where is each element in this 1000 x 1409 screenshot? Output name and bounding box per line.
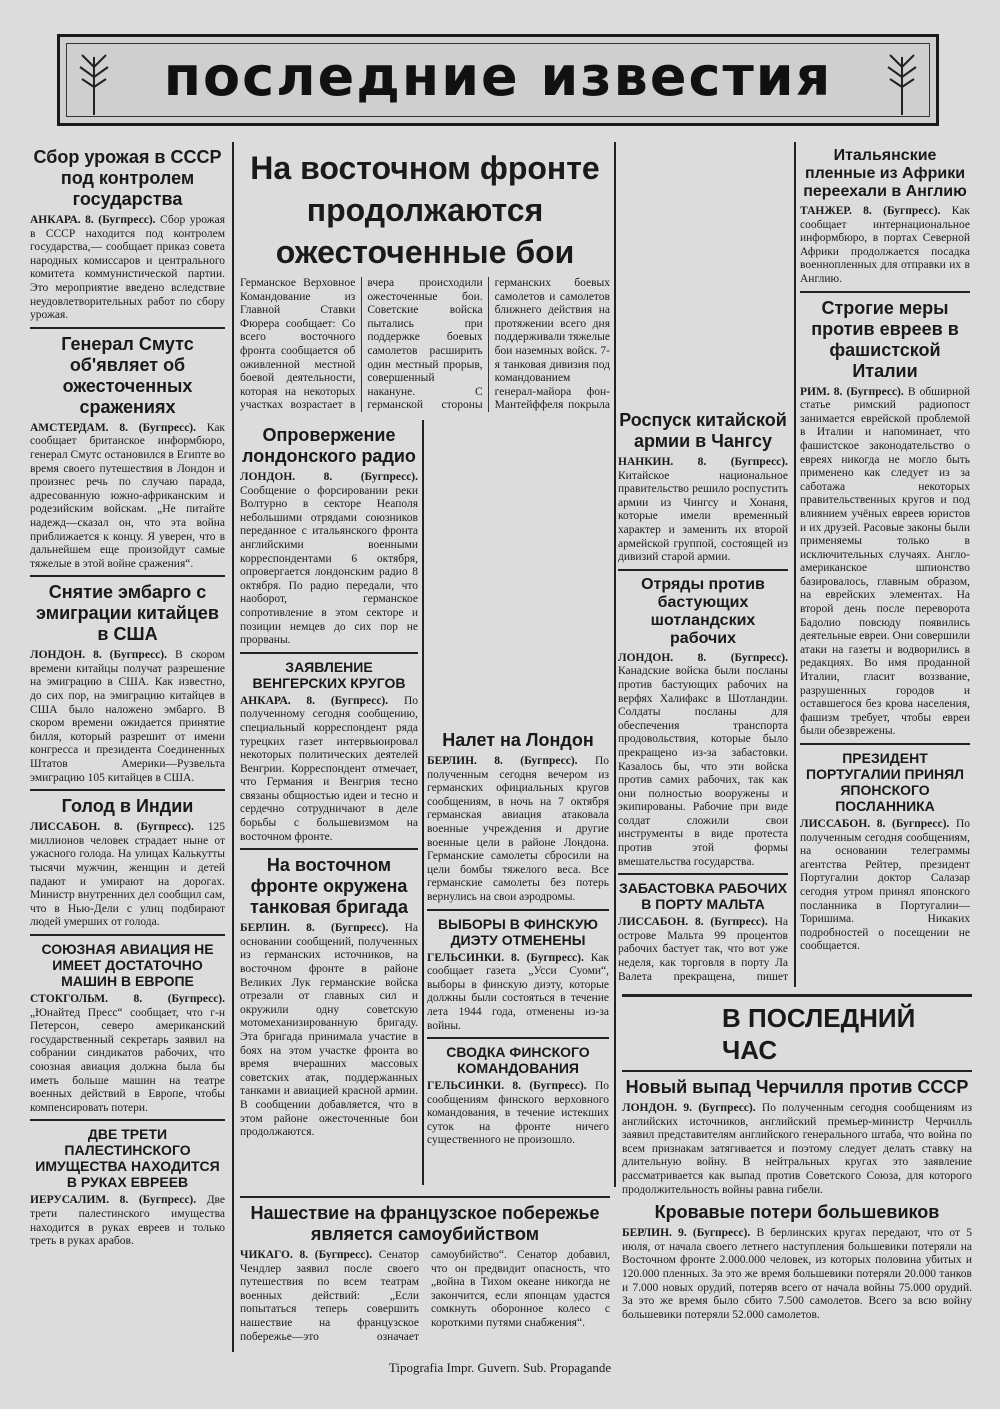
article-body: БЕРЛИН. 9. (Бугпресс). В берлинских кругах передают, что от 5 июля, от начала своего летнего наступления большевики потеряли на Восточном фронте 2.000.000 человек, из которых половина убитых и 120.000 пленных. За это же время большевики потеряли 20.000 танков и 7.000 новых орудий, потеряв всего от начала войны 75.000 орудий. За это же время было сбито 7.500 самолетов. Всего за всю войну большевики потеряли 52.000 самолетов. xyxy=(622,1227,972,1321)
last-hour-title: В ПОСЛЕДНИЙ ЧАС xyxy=(722,1003,916,1065)
headline: Опровержение лондонского радио xyxy=(242,425,416,466)
column-rule xyxy=(422,420,424,1185)
dateline: ИЕРУСАЛИМ. 8. (Бугпресс). xyxy=(30,1194,197,1207)
article xyxy=(240,855,418,1140)
article xyxy=(30,941,225,1115)
wheat-ornament-icon xyxy=(882,47,922,117)
headline: Нашествие на французское побережье является самоубийством xyxy=(250,1203,600,1244)
printer-imprint: Tipografia Impr. Guvern. Sub. Propagande xyxy=(388,1360,612,1375)
article-body: ЛОНДОН. 9. (Бугпресс). По полученным сегодня сообщениям из английских источников, английский премьер-министр Черчилль заявил представителям английского генерального штаба, что война по всем признакам затягивается и поэтому следует делать ставку на длительную войну. В нейтральных кругах это заявление рассматривается как выпад против Советского Союза, для которого продолжительность войны равна гибели. xyxy=(622,1102,972,1196)
divider xyxy=(240,652,418,654)
dateline: БЕРЛИН. 9. (Бугпресс). xyxy=(622,1227,751,1240)
article xyxy=(427,1044,609,1148)
article xyxy=(427,916,609,1034)
dateline: ЛИССАБОН. 8. (Бугпресс). xyxy=(800,818,950,830)
column-left xyxy=(30,142,225,1347)
article-body: ЛОНДОН. 8. (Бугпресс). В скором времени китайцы получат разрешение на эмиграцию в США. Как известно, до сих пор, на эмиграцию китайцев в США было наложено эмбарго. В скором времени ожидается принятие билля, который разрешит от имени конгресса и президента Соединенных Штатов Америки—Рузвельта эмиграцию 105 китайцев в США. xyxy=(30,649,225,784)
last-hour-section xyxy=(622,990,972,1355)
article-body: АНКАРА. 8. (Бугпресс). По полученному сегодня сообщению, специальный корреспондент ряда турецких газет интервьюировал некоторых политических деятелей Венгрии. Корреспондент отмечает, что Германия и Венгрия тесно связаны общностью идеи и тесно и сердечно сотрудничают в деле борьбы с большевизмом на восточном фронте. xyxy=(240,694,418,843)
article-body: ЧИКАГО. 8. (Бугпресс). Сенатор Чендлер заявил после своего путешествия по всем театрам военных действий: „Если попытаться теперь совершить нашествие на французское побережье—это означает самоубийство“. Сенатор добавил, что он предвидит опасность, что „война в Тихом океане никогда не закончится, если японцам удастся сомкнуть оборонное колесо с короткими путями снабжения“. xyxy=(240,1249,610,1343)
headline: ПРЕЗИДЕНТ ПОРТУГАЛИИ ПРИНЯЛ ЯПОНСКОГО ПОСЛАННИКА xyxy=(806,750,964,814)
column-center-left xyxy=(240,420,418,1185)
headline: ЗАЯВЛЕНИЕ ВЕНГЕРСКИХ КРУГОВ xyxy=(252,658,406,691)
article-body: АМСТЕРДАМ. 8. (Бугпресс). Как сообщает британское информбюро, генерал Смутс остановился в Египте во время своего путешествия в Лондон и произнес речь по случаю парада, адресованную южно-африканским и родезийским войскам. „Не питайте надежд—сказал он, что эта война приближается к концу. Я уверен, что в дальнейшем еще произойдут самые тяжелые в этой войне сражения“. xyxy=(30,421,225,570)
headline: Кровавые потери большевиков xyxy=(654,1202,940,1223)
article xyxy=(618,410,788,565)
article xyxy=(30,334,225,572)
article-body: БЕРЛИН. 8. (Бугпресс). По полученным сегодня вечером из германских официальных кругов сообщениям, в ночь на 7 октября германская авиация атаковала военные учреждения и другие военные цели в районе Лондона. Германские самолеты сбросили на цели бомбы тяжелого веса. Все германские самолеты без потерь вернулись на свои аэродромы. xyxy=(427,755,609,903)
divider xyxy=(618,569,788,571)
divider xyxy=(427,1037,609,1039)
divider xyxy=(618,873,788,875)
headline: Снятие эмбарго с эмиграции китайцев в США xyxy=(36,582,219,645)
article xyxy=(30,1126,225,1248)
article xyxy=(240,425,418,648)
article-body: РИМ. 8. (Бугпресс). В обширной статье римский радиопост занимается еврейской проблемой в Италии и напоминает, что фашистское законодательство о евреях никогда не могло быть применено как следует из за саботажа некоторых правительственных кругов и под влиянием учёных евреев юристов и их друзей. Расовые законы были применяемы только в исключительных случаях. Англо-американское шпионство базировалось, главным образом, на еврейских элементах. На второй день после переворота Бадолио повсюду появились деятельные евреи. Они совершили атаки на газеты и водворились в редакциях. Во имя проданной Италии, гласит воззвание, разрушенных городов и оставшегося без крова населения, фашизм требует, чтобы евреи были обезврежены. xyxy=(800,385,970,738)
dateline: ГЕЛЬСИНКИ. 8. (Бугпресс). xyxy=(427,1080,587,1093)
article xyxy=(622,1077,972,1197)
dateline: АНКАРА. 8. (Бугпресс). xyxy=(30,214,156,226)
article xyxy=(30,147,225,323)
lead-article xyxy=(240,142,610,412)
dateline: БЕРЛИН. 8. (Бугпресс). xyxy=(240,922,389,935)
dateline: ЛОНДОН. 8. (Бугпресс). xyxy=(30,649,167,662)
headline: ВЫБОРЫ В ФИНСКУЮ ДИЭТУ ОТМЕНЕНЫ xyxy=(438,915,598,948)
article xyxy=(800,298,970,739)
article-body: СТОКГОЛЬМ. 8. (Бугпресс). „Юнайтед Пресс“ сообщает, что г-н Петерсон, северо американский государственный секретарь заявил на собрании синдикатов рабочих, что союзная авиация должна была бы иметь больше машин на театре военных действий в Европе, чтобы компенсировать потери. xyxy=(30,992,225,1114)
headline: СОЮЗНАЯ АВИАЦИЯ НЕ ИМЕЕТ ДОСТАТОЧНО МАШИН В ЕВРОПЕ xyxy=(41,940,214,989)
lead-headline: На восточном фронте продолжаются ожесточенные бои xyxy=(250,150,600,270)
dateline: СТОКГОЛЬМ. 8. (Бугпресс). xyxy=(30,992,225,1005)
headline: ЗАБАСТОВКА РАБОЧИХ В ПОРТУ МАЛЬТА xyxy=(618,880,788,913)
column-rule xyxy=(614,142,616,1187)
article xyxy=(800,147,970,287)
bottom-article xyxy=(240,1192,610,1357)
column-right xyxy=(800,142,970,987)
article-body: ЛОНДОН. 8. (Бугпресс). Сообщение о форсировании реки Волтурно в секторе Неаполя небольшими отрядами союзников переданное с итальянского фронта английскими военными корреспондентами 6 октября, опровергается лондонским радио 8 октября. По радио передали, что наоборот, германское сопротивление в этом секторе и позиции немцев до сих пор не прорваны. xyxy=(240,471,418,647)
divider xyxy=(622,1070,972,1072)
headline: Новый выпад Черчилля против СССР xyxy=(625,1077,969,1097)
lead-body: Германское Верховное Командование из Главной Ставки Фюрера сообщает: Со всего восточного фронта сообщается об оживленной местной боевой деятельности, которая на некоторых участках возрастает в вчера происходили ожесточенные бои. Советские войска пытались при поддержке боевых самолетов расширить один местный прорыв, совершенный накануне. С германской стороны германских боевых самолетов и самолетов ближнего действия на протяжении всего дня поддерживали тяжелые бои наземных войск. 7-я танковая дивизия под командованием генерал-майора фон-Мантейффеля покрыла xyxy=(240,277,610,412)
headline: Итальянские пленные из Африки переехали в Англию xyxy=(803,147,967,200)
dateline: ТАНЖЕР. 8. (Бугпресс). xyxy=(800,205,941,217)
article-body: АНКАРА. 8. (Бугпресс). Сбор урожая в СССР находится под контролем государства,— сообщает приказ совета народных комиссаров и центрального комитета коммунистической партии. Это мероприятие введено вследствие неудовлетворительных работ по сбору урожая. xyxy=(30,214,225,322)
article-body: БЕРЛИН. 8. (Бугпресс). На основании сообщений, полученных из германских источников, на восточном фронте в районе Великих Лук германские войска отрезали от главных сил и окружили одну советскую мотомеханизированную бригаду. Эта бригада принимала участие в боях на этом участке фронта во время вчерашних массовых советских атак, поддержанных танками и авиацией красной армии. В сообщении добавляется, что в этом районе ожесточенные бои продолжаются. xyxy=(240,922,418,1139)
headline: Отряды против бастующих шотландских рабочих xyxy=(641,575,765,647)
article xyxy=(427,730,609,905)
divider xyxy=(800,743,970,745)
article-body: НАНКИН. 8. (Бугпресс). Китайское национальное правительство решило роспустить армии из Чингсу и Хонаня, которые имели временный характер и заменить их второй армейской группой, состоящей из дивизий старой армии. xyxy=(618,456,788,564)
dateline: ГЕЛЬСИНКИ. 8. (Бугпресс). xyxy=(427,951,584,964)
article xyxy=(622,1202,972,1322)
divider xyxy=(800,291,970,293)
article xyxy=(618,880,788,985)
dateline: ЛОНДОН. 8. (Бугпресс). xyxy=(618,651,788,664)
headline: Сбор урожая в СССР под контролем государства xyxy=(33,147,222,209)
article-body: ГЕЛЬСИНКИ. 8. (Бугпресс). Как сообщает газета „Усси Суоми“, выборы в финскую диэту, которые должны были состояться в течение лета 1944 года, отменены из-за войны. xyxy=(427,951,609,1032)
dateline: РИМ. 8. (Бугпресс). xyxy=(800,385,904,398)
divider xyxy=(240,1196,610,1198)
headline: Генерал Смутс об'являет об ожесточенных сражениях xyxy=(61,333,194,417)
article-body: ЛИССАБОН. 8. (Бугпресс). На острове Мальта 99 процентов рабочих бастует так, что вот уже неделя, как торговля в порту Ла Валета прекращена, пишет xyxy=(618,916,788,983)
divider xyxy=(622,994,972,997)
dateline: НАНКИН. 8. (Бугпресс). xyxy=(618,456,788,468)
article xyxy=(30,582,225,785)
column-center-right xyxy=(618,405,788,985)
masthead-title: последние известия xyxy=(163,45,833,108)
divider xyxy=(30,789,225,791)
divider xyxy=(30,327,225,329)
dateline: ЛОНДОН. 9. (Бугпресс). xyxy=(622,1102,756,1114)
masthead xyxy=(57,34,939,126)
divider xyxy=(30,575,225,577)
article xyxy=(30,796,225,930)
article-body: ЛОНДОН. 8. (Бугпресс). Канадские войска были посланы против бастующих рабочих на верфях Халифакс в Шотландии. Солдаты посланы для обеспечения транспорта продовольствия, которые было прекращено из-за забастовки. Казалось бы, что эти войска против самих рабочих, так как они полностью вооружены и экипированы. Рабочие при виде солдат сложили свои инструменты в виде протеста против этой формы вмешательства государства. xyxy=(618,651,788,868)
headline: На восточном фронте окружена танковая бригада xyxy=(250,855,408,918)
article xyxy=(618,576,788,870)
divider xyxy=(30,1119,225,1121)
headline: Роспуск китайской армии в Чангсу xyxy=(619,410,787,451)
dateline: ЛИССАБОН. 8. (Бугпресс). xyxy=(618,916,768,929)
headline: ДВЕ ТРЕТИ ПАЛЕСТИНСКОГО ИМУЩЕСТВА НАХОДИТСЯ В РУКАХ ЕВРЕЕВ xyxy=(35,1126,220,1191)
headline: Налет на Лондон xyxy=(442,730,594,750)
article xyxy=(800,750,970,954)
dateline: АНКАРА. 8. (Бугпресс). xyxy=(240,694,389,707)
dateline: АМСТЕРДАМ. 8. (Бугпресс). xyxy=(30,421,197,434)
article xyxy=(240,659,418,845)
article-body: ИЕРУСАЛИМ. 8. (Бугпресс). Две трети палестинского имущества находится в руках евреев и только треть в руках арабов. xyxy=(30,1194,225,1248)
dateline: ЛОНДОН. 8. (Бугпресс). xyxy=(240,471,418,483)
article-body: ТАНЖЕР. 8. (Бугпресс). Как сообщает интернациональное информбюро, в портах Северной Африки продолжается посадка военнопленных для отправки их в Англию. xyxy=(800,205,970,285)
headline: СВОДКА ФИНСКОГО КОМАНДОВАНИЯ xyxy=(446,1044,590,1077)
dateline: БЕРЛИН. 8. (Бугпресс). xyxy=(427,755,578,767)
dateline: ЛИССАБОН. 8. (Бугпресс). xyxy=(30,821,194,834)
divider xyxy=(427,909,609,911)
headline: Строгие меры против евреев в фашистской Италии xyxy=(811,297,959,381)
divider xyxy=(240,848,418,850)
dateline: ЧИКАГО. 8. (Бугпресс). xyxy=(240,1249,373,1261)
column-rule xyxy=(794,142,796,987)
article-body: ЛИССАБОН. 8. (Бугпресс). По полученным сегодня сообщениям, на основании телеграммы агентства Рейтер, президент Португалии доктор Салазар сегодня утром принял японского посланника в Португалии—Торишима. Никаких подробностей о посещении не сообщается. xyxy=(800,818,970,953)
divider xyxy=(30,934,225,936)
article-body: ЛИССАБОН. 8. (Бугпресс). 125 миллионов человек страдает ныне от ужасного голода. На улицах Калькутты тысячи мужчин, женщин и детей падают и умирают на дорогах. Министр внутренних дел сообщил сам, что в Нью-Дели с улиц подбирают людей умерших от голода. xyxy=(30,821,225,929)
article-body: ГЕЛЬСИНКИ. 8. (Бугпресс). По сообщениям финского верховного командования, в течение истекших суток на фронте ничего существенного не произошло. xyxy=(427,1080,609,1147)
column-rule xyxy=(232,142,234,1352)
headline: Голод в Индии xyxy=(61,796,194,817)
column-center xyxy=(427,725,609,1185)
